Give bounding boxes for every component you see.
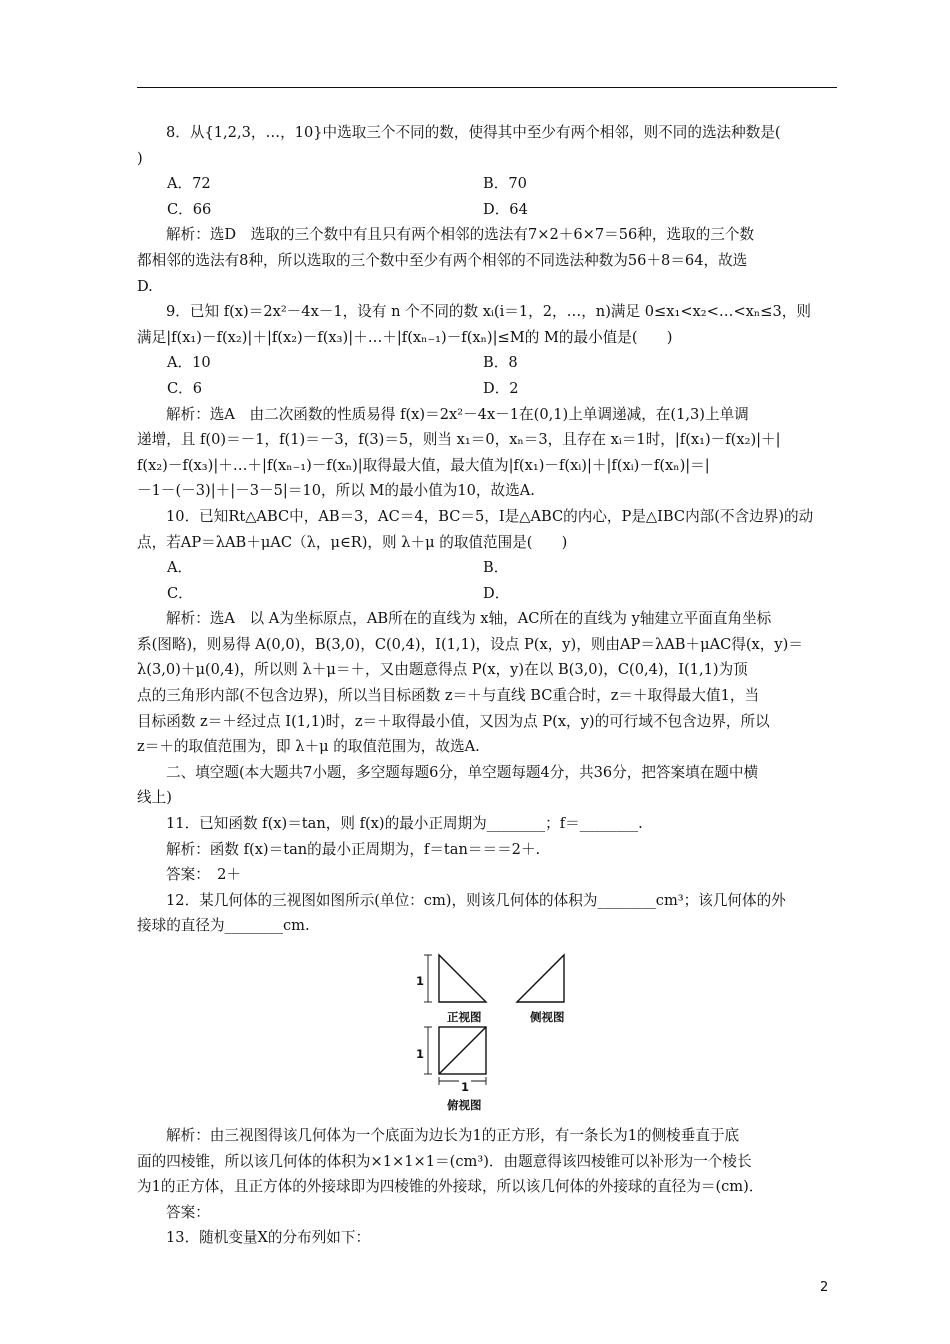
q9-option-b: B．8 xyxy=(483,354,518,372)
front-view-caption: 正视图 xyxy=(447,1010,482,1024)
q8-solution-line2: 都相邻的选法有8种，所以选取的三个数中至少有两个相邻的不同选法种数为56＋8＝64，故选 xyxy=(137,251,748,269)
q12-answer: 答案： xyxy=(166,1203,210,1221)
page-number: 2 xyxy=(820,1280,829,1295)
top-view-diagonal xyxy=(439,1027,486,1074)
q10-options-row2 xyxy=(137,581,837,607)
q8-option-b: B．70 xyxy=(483,175,527,193)
q10-options-row1 xyxy=(137,555,837,581)
q9-solution-line1: 解析：选A 由二次函数的性质易得 f(x)＝2x²－4x－1在(0,1)上单调递减，在(1,3)上单调 xyxy=(166,405,749,423)
q9-solution-line3: f(x₂)－f(x₃)|＋…＋|f(xₙ₋₁)－f(xₙ)|取得最大值，最大值为|f(x₁)－f(xᵢ)|＋|f(xᵢ)－f(xₙ)|＝| xyxy=(137,456,710,474)
q10-solution-line3: λ(3,0)＋μ(0,4)，所以则 λ＋μ＝＋，又由题意得点 P(x，y)在以 B(3,0)，C(0,4)，I(1,1)为顶 xyxy=(137,661,748,679)
q11-answer: 答案： 2＋ xyxy=(166,866,241,884)
front-view-triangle xyxy=(439,955,486,1002)
q8-option-c: C．66 xyxy=(167,200,212,218)
q8-stem-line2: ) xyxy=(137,149,143,167)
q10-stem-line2: 点，若AP＝λAB＋μAC（λ，μ∈R)，则 λ＋μ 的取值范围是( ) xyxy=(137,533,568,551)
q12-stem-line1: 12．某几何体的三视图如图所示(单位：cm)，则该几何体的体积为________cm³；该几何体的外 xyxy=(166,891,786,909)
q8-stem-line1: 8．从{1,2,3，…，10}中选取三个不同的数，使得其中至少有两个相邻，则不同的选法种数是( xyxy=(166,124,781,141)
q10-solution-line1: 解析：选A 以 A为坐标原点，AB所在的直线为 x轴，AC所在的直线为 y轴建立平面直角坐标 xyxy=(166,610,772,628)
page-content xyxy=(137,120,837,1251)
q9-option-a: A．10 xyxy=(167,354,211,372)
q9-solution-line4: －1－(－3)|＋|－3－5|＝10，所以 M的最小值为10，故选A. xyxy=(137,482,535,500)
three-view-figure xyxy=(414,947,604,1117)
q12-stem-line2: 接球的直径为________cm. xyxy=(137,917,310,935)
q8-solution-line3: D. xyxy=(137,277,153,295)
three-view-drawing xyxy=(414,947,604,1117)
top-view-caption: 俯视图 xyxy=(447,1098,482,1112)
side-view-triangle xyxy=(517,955,564,1002)
q8-option-d: D．64 xyxy=(483,200,528,218)
q10-solution-line5: 目标函数 z＝＋经过点 I(1,1)时，z＝＋取得最小值，又因为点 P(x，y)的可行域不包含边界，所以 xyxy=(137,712,770,730)
q10-option-a: A． xyxy=(167,559,193,577)
q10-solution-line6: z＝＋的取值范围为，即 λ＋μ 的取值范围为，故选A. xyxy=(137,738,480,756)
q9-options-row2 xyxy=(137,376,837,402)
q9-options-row1 xyxy=(137,350,837,376)
section-heading-line1: 二、填空题(本大题共7小题，多空题每题6分，单空题每题4分，共36分，把答案填在题中横 xyxy=(166,763,759,781)
section-heading-line2: 线上) xyxy=(137,789,172,807)
q9-option-c: C．6 xyxy=(167,379,203,397)
q12-solution-line3: 为1的正方体，且正方体的外接球即为四棱锥的外接球，所以该几何体的外接球的直径为＝(cm)． xyxy=(137,1178,764,1196)
q11-solution: 解析：函数 f(x)＝tan的最小正周期为，f＝tan＝＝＝2＋. xyxy=(166,840,541,858)
q9-stem-line2: 满足|f(x₁)－f(x₂)|＋|f(x₂)－f(x₃)|＋…＋|f(xₙ₋₁)－f(xₙ)|≤M的 M的最小值是( ) xyxy=(137,328,673,346)
q8-options-row2 xyxy=(137,197,837,223)
q11-stem: 11．已知函数 f(x)＝tan，则 f(x)的最小正周期为________；f＝________. xyxy=(166,815,643,833)
side-view-caption: 侧视图 xyxy=(530,1010,565,1024)
q12-solution-line1: 解析：由三视图得该几何体为一个底面为边长为1的正方形，有一条长为1的侧棱垂直于底 xyxy=(166,1127,740,1144)
q10-solution-line4: 点的三角形内部(不包含边界)，所以当目标函数 z＝＋与直线 BC重合时，z＝＋取得最大值1，当 xyxy=(137,687,760,705)
q10-option-c: C． xyxy=(167,584,193,602)
q9-solution-line2: 递增，且 f(0)＝－1，f(1)＝－3，f(3)＝5，则当 x₁＝0，xₙ＝3，且存在 xᵢ＝1时，|f(x₁)－f(x₂)|＋| xyxy=(137,431,781,449)
q10-stem-line1: 10．已知Rt△ABC中，AB＝3，AC＝4，BC＝5，I是△ABC的内心，P是△IBC内部(不含边界)的动 xyxy=(166,507,814,525)
q9-stem-line1: 9．已知 f(x)＝2x²－4x－1，设有 n 个不同的数 xᵢ(i＝1，2，…，n)满足 0≤x₁<x₂<…<xₙ≤3，则 xyxy=(166,303,811,321)
q10-solution-line2: 系(图略)，则易得 A(0,0)，B(3,0)，C(0,4)，I(1,1)，设点 P(x，y)，则由AP＝λAB＋μAC得(x，y)＝ xyxy=(137,635,803,653)
front-view-dim-label: 1 xyxy=(416,974,425,988)
top-view-dim-label-vertical: 1 xyxy=(416,1047,425,1061)
q10-option-b: B． xyxy=(483,559,509,577)
q8-solution-line1: 解析：选D 选取的三个数中有且只有两个相邻的选法有7×2＋6×7＝56种，选取的三个数 xyxy=(166,226,755,244)
q12-solution-line2: 面的四棱锥，所以该几何体的体积为×1×1×1＝(cm³)．由题意得该四棱锥可以补形为一个棱长 xyxy=(137,1152,752,1170)
q9-option-d: D．2 xyxy=(483,379,519,397)
top-view-dim-label-horizontal: 1 xyxy=(459,1075,471,1101)
q8-option-a: A．72 xyxy=(167,175,211,193)
header-rule xyxy=(137,87,837,88)
q10-option-d: D． xyxy=(483,584,510,602)
q8-options-row1 xyxy=(137,171,837,197)
q13-stem: 13．随机变量X的分布列如下： xyxy=(166,1229,371,1247)
